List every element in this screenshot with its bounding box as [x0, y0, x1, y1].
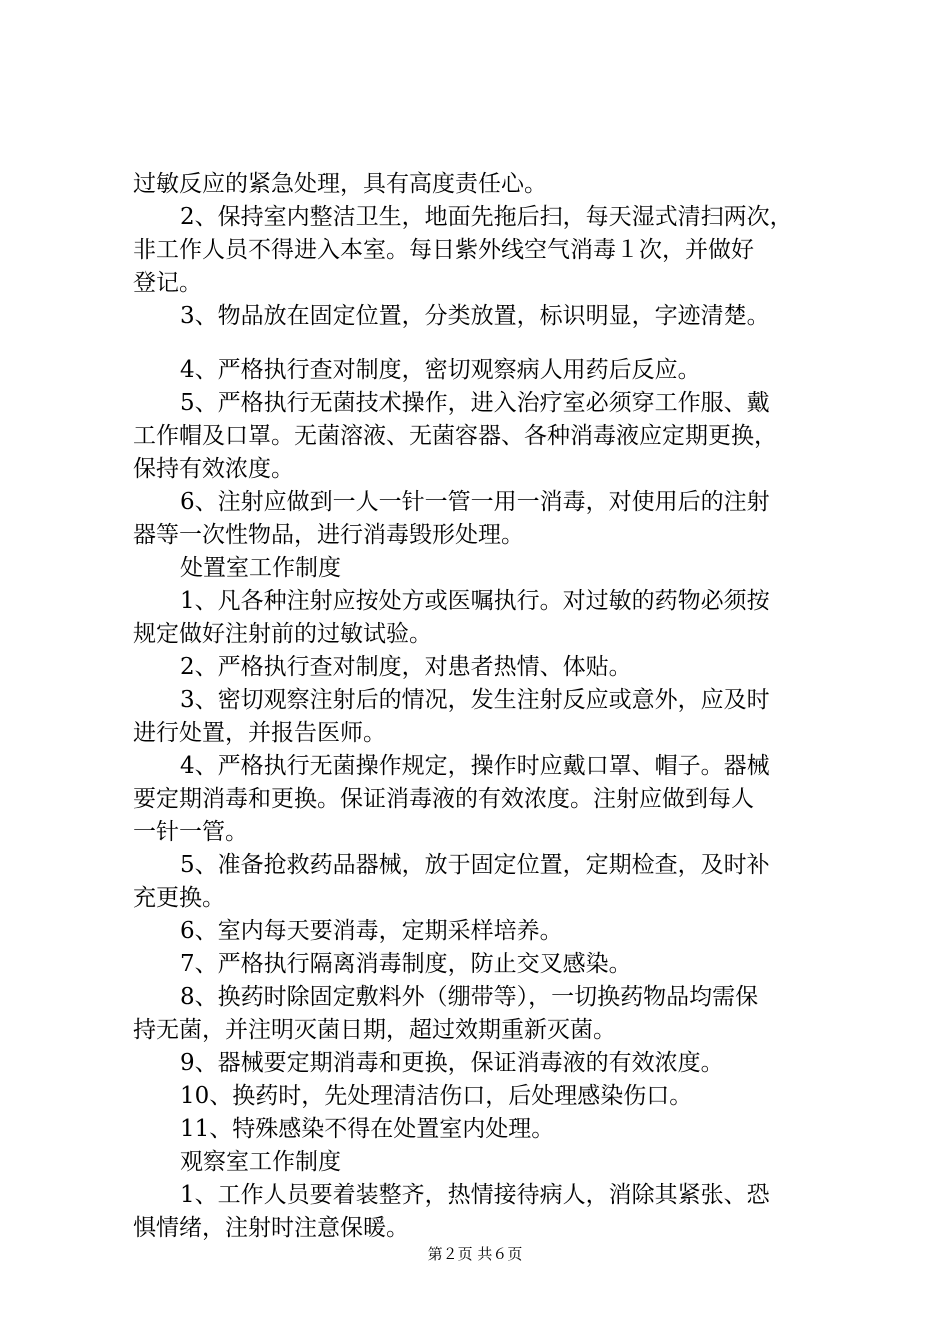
text-line: 1、工作人员要着装整齐，热情接待病人，消除其紧张、恐: [180, 1182, 770, 1208]
text-line: 一针一管。: [133, 819, 248, 845]
text-line: 登记。: [133, 270, 202, 296]
document-body: [133, 168, 823, 1245]
text-line: 8、换药时除固定敷料外（绷带等），一切换药物品均需保: [180, 984, 759, 1010]
text-line: 充更换。: [133, 885, 225, 911]
text-line: 持无菌，并注明灭菌日期，超过效期重新灭菌。: [133, 1017, 616, 1043]
section-heading: 处置室工作制度: [180, 555, 341, 581]
section-heading: 观察室工作制度: [180, 1149, 341, 1175]
text-line: 1、凡各种注射应按处方或医嘱执行。对过敏的药物必须按: [180, 588, 770, 614]
text-line: 3、密切观察注射后的情况，发生注射反应或意外，应及时: [180, 687, 770, 713]
text-line: 11、特殊感染不得在处置室内处理。: [180, 1116, 555, 1142]
text-line: 7、严格执行隔离消毒制度，防止交叉感染。: [180, 951, 632, 977]
text-line: 6、注射应做到一人一针一管一用一消毒，对使用后的注射: [180, 489, 770, 515]
text-line: 4、严格执行查对制度，密切观察病人用药后反应。: [180, 357, 701, 383]
text-line: 3、物品放在固定位置，分类放置，标识明显，字迹清楚。: [180, 303, 770, 329]
text-line: 9、器械要定期消毒和更换，保证消毒液的有效浓度。: [180, 1050, 724, 1076]
text-line: 非工作人员不得进入本室。每日紫外线空气消毒１次，并做好: [133, 237, 754, 263]
text-line: 10、换药时，先处理清洁伤口，后处理感染伤口。: [180, 1083, 693, 1109]
text-line: 2、严格执行查对制度，对患者热情、体贴。: [180, 654, 632, 680]
text-line: 2、保持室内整洁卫生，地面先拖后扫，每天湿式清扫两次，: [180, 204, 793, 230]
text-line: 工作帽及口罩。无菌溶液、无菌容器、各种消毒液应定期更换，: [133, 423, 777, 449]
text-line: 5、准备抢救药品器械，放于固定位置，定期检查，及时补: [180, 852, 770, 878]
text-line: 过敏反应的紧急处理，具有高度责任心。: [133, 171, 547, 197]
text-line: 要定期消毒和更换。保证消毒液的有效浓度。注射应做到每人: [133, 786, 754, 812]
text-line: 5、严格执行无菌技术操作，进入治疗室必须穿工作服、戴: [180, 390, 770, 416]
paragraph-gap: [133, 333, 823, 354]
text-line: 进行处置，并报告医师。: [133, 720, 386, 746]
text-line: 惧情绪，注射时注意保暖。: [133, 1215, 409, 1241]
page-number-footer: 第２页 共６页: [427, 1245, 523, 1263]
text-line: 6、室内每天要消毒，定期采样培养。: [180, 918, 563, 944]
text-line: 器等一次性物品，进行消毒毁形处理。: [133, 522, 524, 548]
text-line: 规定做好注射前的过敏试验。: [133, 621, 432, 647]
text-line: 4、严格执行无菌操作规定，操作时应戴口罩、帽子。器械: [180, 753, 770, 779]
text-line: 保持有效浓度。: [133, 456, 294, 482]
